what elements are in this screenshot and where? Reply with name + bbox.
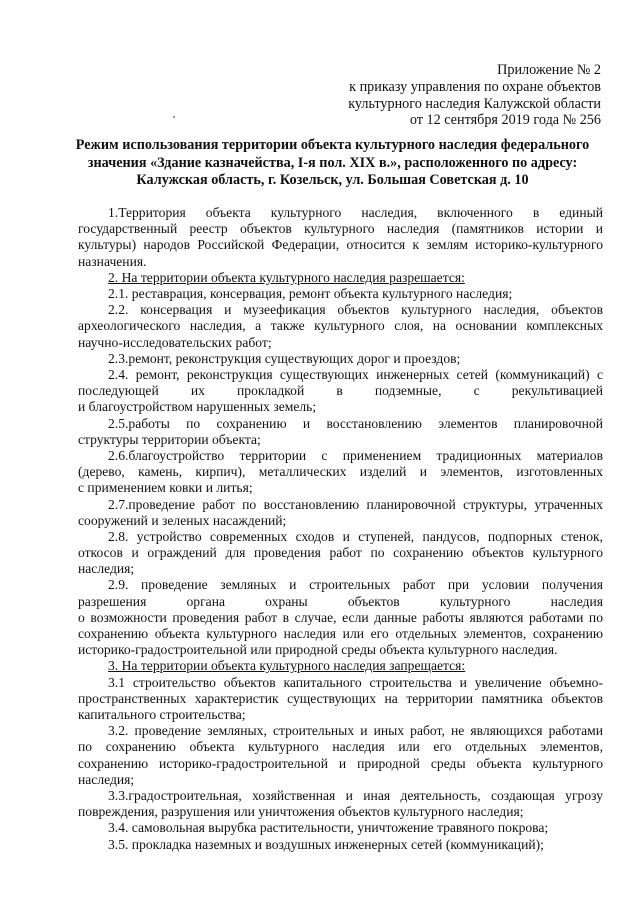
text-line: 2.9. проведение земляных и строительных работ при условии получения [108, 577, 603, 593]
text-line: 2.7.проведение работ по восстановлению планировочной структуры, утраченных [108, 496, 603, 512]
text-line: с применением ковки и литья; [78, 480, 253, 496]
text-line: 2.2. консервация и музеефикация объектов культурного наследия, объектов [108, 302, 603, 318]
appendix-header [281, 62, 601, 129]
title-line: Режим использования территории объекта культурного наследия федерального [75, 137, 590, 153]
text-line: наследия; [78, 561, 135, 577]
text-line: по сохранению объекта культурного наследия или его отдельных элементов, [78, 739, 603, 755]
text-line: 2.8. устройство современных сходов и ступеней, пандусов, подпорных стенок, [108, 528, 603, 544]
text-line: и благоустройством нарушенных земель; [78, 399, 317, 415]
text-line: 3.2. проведение земляных, строительных и иных работ, не являющихся работами [108, 723, 603, 739]
text-line: наследия; [78, 771, 135, 787]
section-heading: 2. На территории объекта культурного наследия разрешается: [108, 269, 465, 285]
text-line: 3.4. самовольная вырубка растительности, уничтожение травяного покрова; [108, 820, 549, 836]
scan-speck [173, 116, 175, 118]
document-body [78, 205, 603, 853]
text-line: структуры территории объекта; [78, 431, 261, 447]
text-line: (дерево, камень, кирпич), металлических изделий и элементов, изготовленных [78, 464, 603, 480]
text-line: научно-исследовательских работ; [78, 334, 272, 350]
text-line: 1.Территория объекта культурного наследия, включенного в единый [108, 205, 603, 220]
text-line: археологического наследия, а также культурного слоя, на основании комплексных [78, 318, 603, 334]
text-line: назначения. [78, 253, 147, 269]
text-line: 3.5. прокладка наземных и воздушных инженерных сетей (коммуникаций); [108, 836, 544, 852]
text-line: сохранению историко-градостроительной и природной среды объекта культурного [78, 755, 603, 771]
text-line: 2.3.ремонт, реконструкция существующих дорог и проездов; [108, 350, 461, 366]
text-line: пространственных характеристик существующих на территории памятника объектов [78, 690, 603, 706]
text-line: 2.6.благоустройство территории с применением традиционных материалов [108, 447, 603, 463]
text-line: 3.1 строительство объектов капитального строительства и увеличение объемно- [108, 674, 603, 690]
text-line: государственный реестр объектов культурного наследия (памятников истории и [78, 221, 603, 237]
appendix-number: Приложение № 2 [497, 62, 601, 78]
text-line: сооружений и зеленых насаждений; [78, 512, 287, 528]
text-line: 3.3.градостроительная, хозяйственная и иная деятельность, создающая угрозу [108, 787, 603, 803]
text-line: разрешения органа охраны объектов культурного наследия [78, 593, 603, 609]
text-line: откосов и ограждений для проведения работ по сохранению объектов культурного [78, 545, 603, 561]
text-line: 2.1. реставрация, консервация, ремонт объекта культурного наследия; [108, 285, 513, 301]
text-line: последующей их прокладкой в подземные, с рекультивацией [78, 383, 603, 399]
appendix-authority: культурного наследия Калужской области [348, 95, 601, 112]
text-line: сохранению объекта культурного наследия или его отдельных элементов, сохранению [78, 626, 603, 642]
text-line: повреждения, разрушения или уничтожения объектов культурного наследия; [78, 804, 524, 820]
text-line: 2.4. ремонт, реконструкция существующих инженерных сетей (коммуникаций) с [108, 366, 603, 382]
text-line: культуры) народов Российской Федерации, относится к землям историко-культурного [78, 237, 603, 253]
text-line: капитального строительства; [78, 707, 246, 722]
appendix-order-ref: к приказу управления по охране объектов [349, 78, 601, 95]
title-line: Калужская область, г. Козельск, ул. Большая Советская д. 10 [136, 172, 529, 188]
section-heading: 3. На территории объекта культурного наследия запрещается: [108, 658, 466, 674]
document-title [60, 137, 605, 190]
text-line: 2.5.работы по сохранению и восстановлению элементов планировочной [108, 415, 603, 431]
text-line: о возможности проведения работ в случае, если данные работы являются работами по [78, 609, 603, 625]
appendix-date: от 12 сентября 2019 года № 256 [409, 112, 601, 129]
text-line: историко-градостроительной или природной среды объекта культурного наследия. [78, 642, 558, 658]
title-line: значения «Здание казначейства, I-я пол. XIX в.», расположенного по адресу: [87, 154, 578, 171]
